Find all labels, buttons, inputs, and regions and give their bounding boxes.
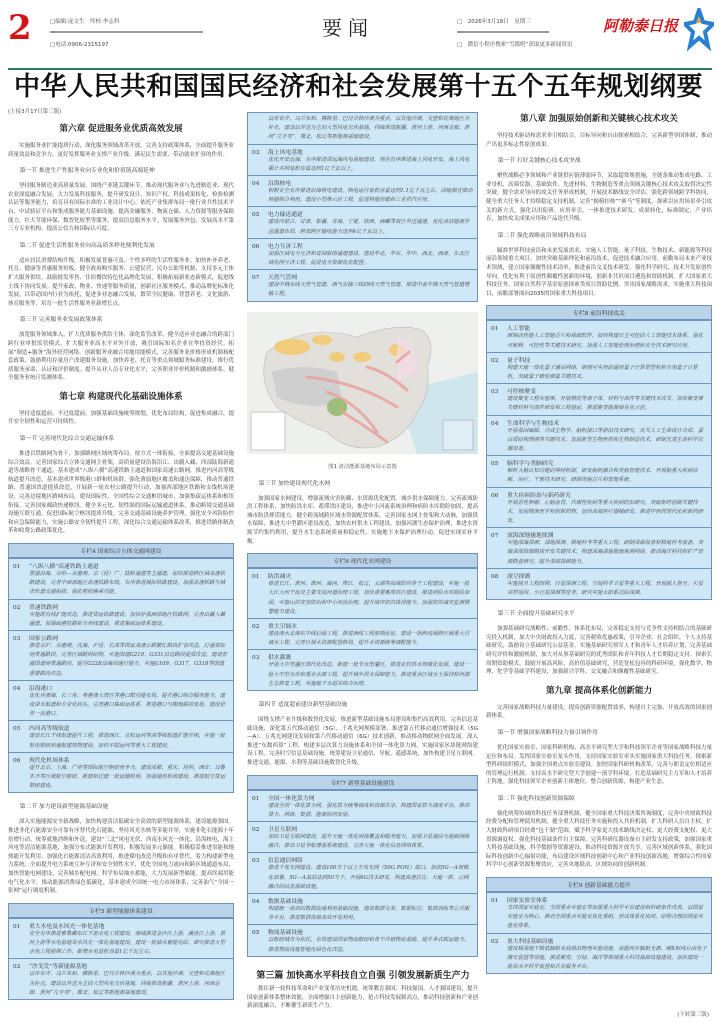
item-number: 01	[491, 898, 499, 905]
item-text: 建设长江干线航道提升工程，推进西江、京杭运河等高等级航道扩能升级，实施一批航电枢纽和通航建筑物建设，加快平陆运河等重大工程建设。	[29, 733, 225, 749]
item-number: 05	[491, 461, 499, 468]
item-text: 开展恶性肿瘤、心脑血管、代谢性疾病等重大疾病防治研究，突破新药创制关键技术，发展精准医学和创新药物，加快高端医疗器械研发，推进中医药现代化和新药研发。	[507, 499, 703, 524]
item-title: 电力输送通道	[268, 212, 303, 219]
paragraph: 完善国家战略科技力量建设，提高创新资源配置效率，构建自主完备、开放高效的国家创新体系。	[486, 704, 712, 720]
item-text: 开展基因编辑、合成生物学、脑机接口等前沿技术研究，攻关人工生命设计合成、蛋白质结构预测等关键技术，发展新型生物医药和生物制造技术，研制先进生命科学仪器设备。	[507, 427, 703, 452]
item-number: 01	[13, 564, 21, 570]
paragraph: 加强基础研究战略性、前瞻性、体系化布局，完善稳定支持与竞争性支持相结合的基础研究投入机制，加大中央财政投入力度，完善税收优惠政策，引导企业、社会组织、个人支持基础研究，鼓励设立基础研究公益基金。实施基础研究领军人才和青年人才培养计划，完善基础研究评价和激励机制，加大对从事基础研究的优秀团队和青年科技人才长期稳定支持。探索长周期资助模式，鼓励开展高风险、高价值基础研究，营造宽松包容的科研环境，强化数学、物理、化学等基础学科建设，加强新兴学科、交叉融合和颠覆性基础研究。	[486, 626, 712, 676]
info-box-item	[487, 892, 711, 933]
item-text: 以库布齐、乌兰布和、腾格里、巴丹吉林沙漠为重点，以其他沙漠、戈壁和荒漠地区为补充，建设以外送为主的大型风电光伏基地，持续推进新疆、黄河上游、河西走廊、黄河“几字弯”、冀北、松辽等新能源基地建设。	[29, 971, 225, 996]
item-number: 01	[252, 795, 260, 802]
item-title: 天然气管网	[268, 275, 297, 282]
part-heading: 第三篇 加快高水平科技自立自强 引领发展新质生产力	[256, 971, 470, 981]
info-box-item-heading	[252, 178, 473, 187]
item-text: 优化环渤海、长三角、粤港澳大湾区等港口群功能布局，提升港口综合服务能力，建设深水航道和专业化码头，完善港口集疏运体系，推进港口与腹地联动发展，建设世界一流港口。	[29, 692, 225, 718]
item-title: 沿海港口	[29, 685, 53, 692]
item-title: 卫星互联网	[268, 827, 297, 833]
paragraph: 坚持服务制造业高质量发展，围绕产业链关键环节，推动现代服务业与先进制造业、现代农业深度融合发展。大力发展科技服务，提升研发设计、知识产权、科技成果转化、检验检测认证等服务能力，培育具有国际水准的工业设计中心。依托产业集群布局一批行业共性技术平台，中试验证平台和集成服务能力基础设施。提高金融服务、物流仓储、人力资源等服务保障能力，壮大节能环保、数智化转型等服务，提高信息服务水平。发展服务外包，发展高水平第三方专业机构，提高公信力和国际认可度。	[8, 183, 234, 233]
info-box-item	[487, 568, 711, 599]
info-box-item-heading	[252, 793, 473, 802]
section-heading: 第三节 加快建设现代化水网	[258, 480, 330, 487]
item-text: 支持国家实验室、全国重点实验室等加强重大科学平台建设和科研条件改善，以国家实验室为核心，推动全国重点实验室优化重组，形成体系化协同、结构合理的国家实验室体系。	[507, 905, 703, 930]
info-box-item-heading	[491, 895, 707, 904]
info-box-title: 专栏6 现代化水网建设	[248, 554, 477, 568]
info-box-item	[487, 352, 711, 383]
info-box	[8, 903, 234, 1000]
item-title: 信息通信网络	[268, 858, 303, 865]
info-box-item-heading	[252, 824, 473, 833]
info-box-item	[487, 933, 711, 974]
paragraph: 适应居民消费结构升级，积极发展普惠可及、个性多样的生活性服务业。加快补齐养老、托育、健康等普惠服务短板，健全政府购买服务、公建民营、民办公助等机制，支持多元主体扩大服务供给。鼓励批发零售、住宿餐饮特色化品牌化发展，积极拓展新业态新模式，促进线上线下协同发展。提升家政、物业、快递等服务质量，创新社区服务模式，推动品牌化标准化发展。以带动国内行业为依托，促进多业态融合发展，繁荣全民健康、智慧养老、文化旅游、体育服务等，培育一批生活性服务业新增长点。	[8, 257, 234, 307]
section-heading: 第一节 推进生产性服务业向专业化和价值链高端延伸	[19, 168, 155, 175]
item-text: 研制高性能人工智能芯片和基础软件，加快构建自主可控的人工智能技术体系，强化可解释、可控性等关键技术研究，加强人工智能伦理治理和安全技术研究应用。	[507, 333, 703, 349]
wechat-note: □ 微信小程序搜索“雪都嗒”获取更多新闻资讯	[457, 42, 573, 48]
item-text: 加快卫星互联网建设，提升天地一体化网络覆盖和服务能力，加强卫星通信与地面网络融合，推动卫星导航增强系统建设，完善天地一体化信息网络体系。	[268, 834, 470, 850]
chapter-heading: 第六章 促进服务业优质高效发展	[59, 124, 183, 134]
item-number: 02	[13, 964, 21, 971]
masthead	[0, 0, 717, 70]
item-text: 贯通沿海、京哈—京港澳、京（昆）广、陆桥通道等主通道，加快推进跨区域高速铁路建设，完善中西部地区高速铁路布局，有序推进城际铁路建设，加强高速铁路与城市轨道交通衔接，强化枢纽换乘功能。	[29, 571, 225, 596]
divider	[457, 31, 549, 33]
item-number: 04	[252, 181, 260, 188]
item-text: 提升北京、上海、广州等国际航空枢纽竞争力，建设成都、重庆、昆明、西安、乌鲁木齐等区域航空枢纽，新建和迁建一批运输机场，加强通用机场建设，推进航空货运枢纽建设。	[29, 764, 225, 790]
item-title: “沙戈荒”等新能源基地	[29, 964, 88, 971]
item-number: 01	[491, 326, 499, 333]
info-box-item	[487, 487, 711, 528]
chapter-heading: 第九章 提高体系化创新能力	[545, 685, 653, 696]
info-box-item-heading	[252, 855, 473, 864]
info-box-item	[487, 415, 711, 456]
info-box-item-heading	[491, 418, 707, 427]
item-text: 解析大脑认知功能的神经机制，研发脑机融合和类脑智能技术，开展脑重大疾病诊断、治疗、干预技术研究，研制类脑芯片和智能系统。	[507, 468, 698, 484]
item-title: 生命科学与生物技术	[507, 420, 560, 427]
chapter-heading: 第七章 构建现代化基础设施体系	[59, 391, 183, 402]
info-box-item	[248, 269, 477, 300]
item-number: 02	[13, 604, 21, 611]
info-box	[247, 775, 478, 957]
info-box-item-heading	[252, 241, 473, 250]
info-box-item-heading	[13, 633, 229, 642]
item-title: 可控核聚变	[507, 389, 536, 396]
issue-date: □ 2026年3月18日 星期三	[457, 19, 531, 25]
item-title: 普速铁路网	[29, 604, 58, 611]
info-box-item	[248, 568, 477, 618]
newspaper-logo: 阿勒泰日报	[603, 17, 679, 35]
paragraph: 实施服务业扩能提质行动，深化服务领域改革开放，完善支持政策体系，全面提升服务业质量效益和竞争力，更好发挥服务业支撑产业升级、满足民生需要、带动就业扩容的作用。	[8, 143, 234, 158]
info-box	[486, 877, 712, 974]
info-box-item-heading	[491, 490, 707, 499]
section-heading: 第四节 适度超前建设新型基础设施	[258, 702, 348, 709]
section-name: 要闻	[322, 16, 374, 40]
item-title: 电力互济工程	[268, 243, 303, 250]
info-box-item	[9, 558, 233, 599]
info-box-item	[248, 238, 477, 269]
item-text: 建设极深地下极低辐射本底前沿物理实验设施、高能同步辐射光源、硬X射线自由电子激光装置等设施，推进聚变、空间、海洋等领域重大科技基础设施建设，加快建设一批高水平科学装置和共享服务平台。	[507, 945, 707, 971]
info-box-item	[9, 680, 233, 721]
info-box	[247, 553, 478, 691]
section-heading: 第一节 打好关键核心技术攻坚战	[497, 158, 581, 165]
paragraph: 围绕支撑产业升级和数智化发展，推进新型基础设施布局建设和集约高效利用。完善信息基础设施，深化第五代移动通信（5G）、千兆光网规模部署，推进第五代移动通信增强技术（5G—A）、万兆光网建设发展和第六代移动通信（6G）技术创新，推动移动物联网全面发展。深入推进“东数西算”工程，构建多层次算力设施体系和全国一体化算力网。实施国家区块链网络建设工程。完善时空信息基础设施，统筹建设卫星通信、导航、遥感系统，加快构建卫星互联网。推进交通、能源、水利等基础设施数智化升级。	[247, 717, 478, 766]
item-title: 深空探测	[507, 573, 531, 580]
item-text: 加强区域电力互济和省间联络通道建设，建设华北、华东、华中、西北、西南、东北区域电网互济工程，促进电力资源优化配置。	[268, 250, 470, 267]
editor-credit: □编辑:庞文生 终校:李志科	[50, 19, 120, 25]
section-heading: 第二节 强化科技创新资源保障	[497, 795, 575, 802]
paragraph: 聚焦战略必争领域和产业链供应链薄弱环节，采取超常规措施，全链条推动集成电路、工业母机、高端仪器、基础软件、先进材料、生物制造等重点领域关键核心技术攻关取得决定性突破。健全需求导向的攻关任务形成机制，开展技术路线安全评估。强化跨领域跨学科协同，健全重大任务人才持续稳定支持机制，完善“揭榜挂帅”“赛马”等制度，探索以应用场景牵引攻关的新方式，强化以用促研、应用牵引，一体推进技术研发、成果转化、标准制定、产业培育，加快攻关成果应用和产品迭代升级。	[486, 173, 712, 223]
info-box-item	[487, 383, 711, 414]
page-number: 2	[8, 8, 32, 48]
info-box-item-heading	[491, 936, 707, 945]
figure-caption: 图1 清洁能源基地布局示意图	[328, 463, 397, 470]
item-title: 重大水电及水风光一体化基地	[29, 923, 105, 930]
paragraph: 坚持适度超前、不过度超前，加强基础设施统筹规划，优化布局结构，促进集成融合，提升安全韧性和运营可持续性。	[8, 410, 234, 426]
paragraph: 加强国家水网建设，增强流域灾害防御、水资源优化配置、城乡供水保障能力。完善流域防洪工程体系，加快防洪水库、蓄滞洪区建设，推进中小河流系统治理和病险水库除险加固，提高城市防洪排涝能力，健全跨流域跨区域水资源配置体系，完善国家水网主骨架和大动脉，加强供水保障，推进大中型灌区建设改造，加快农村供水工程建设，加强河湖生态保护治理，推进水资源节约集约利用，提升水生态系统质量和稳定性，实施地下水保护治理行动，促进实现采补平衡。	[247, 495, 478, 545]
info-box-item	[9, 958, 233, 999]
info-box-item-heading	[13, 561, 229, 570]
info-box-item	[248, 893, 477, 924]
paragraph: 深入实施能源安全新战略，加快构建清洁低碳安全高效的新型能源体系，建设能源强国。推进非化石能源安全可靠有序替代化石能源，坚持风光水核等多能并举，实施非化石能源十年倍增行动。统筹就地消纳和外送，建设“三北”风电光伏、西南水风光一体化、沿海核电、海上风电等清洁能源基地，加强分布式能源开发利用，积极发展多元储能。积极稳妥推进氢能和地热能开发利用。加强化石能源清洁高效利用，推进煤电改造升级和有序替代。着力构建新型电力系统，全面提升电力系统互补互济和安全韧性水平，优化全国电力流向和跨区域通道布局，加快智能电网建设，完善城乡配电网，科学布局抽水蓄能，大力发展新型储能。提高终端用能电气化水平，推动能源消费绿色低碳化。基本建成全国统一电力市场体系，完善油气“全国一张网”运行调度机制。	[8, 819, 234, 895]
page-title: 中华人民共和国国民经济和社会发展第十五个五年规划纲要	[13, 72, 703, 102]
item-number: 04	[491, 420, 499, 427]
item-title: “八纵八横”高速铁路主通道	[29, 564, 99, 570]
item-title: 国家实验室体系	[507, 898, 548, 905]
info-box-item-heading	[252, 209, 473, 218]
info-box	[486, 305, 712, 600]
item-text: 安全有序推进雅鲁藏布江下游水电工程建设，继续推进金沙江上游、澜沧江上游、黄河上游等水电基地及水风光一体化基地建设，建设一批抽水蓄能电站，研究推进大型水电工程前期工作，新增水电装机容量1亿千瓦左右。	[29, 930, 225, 956]
item-title: 防洪减灾	[268, 574, 292, 581]
info-box-item-heading	[252, 896, 473, 905]
item-number: 02	[491, 357, 499, 364]
info-box-item-heading	[252, 571, 473, 580]
item-title: 人工智能	[507, 326, 531, 333]
item-title: 重大科技基础设施	[507, 938, 554, 945]
section-heading: 第一节 增强国家战略科技力量引领作用	[497, 729, 598, 736]
item-title: 供水灌溉	[268, 655, 292, 662]
item-text: 建设内蒙古、甘肃、新疆、青海、宁夏、陕西、西藏等省区外送通道，优化清洁能源外送通道布局，跨省跨区输电能力达到4亿千瓦以上。	[268, 219, 470, 235]
info-box-item-heading	[491, 530, 707, 539]
item-number: 06	[252, 243, 260, 250]
continued-from-note: (上接3月17日第三版)	[8, 109, 62, 115]
info-box-item-heading	[13, 921, 229, 930]
info-box-item	[248, 206, 477, 237]
item-title: 重大疾病防治与新药研究	[507, 492, 571, 499]
item-title: 内河高等级航道	[29, 726, 70, 733]
info-box-title: 专栏4 国家综合立体交通网建设	[9, 544, 233, 558]
item-number: 02	[491, 938, 499, 945]
info-box-item	[248, 790, 477, 821]
info-box-item-heading	[491, 323, 707, 332]
item-text: 建设聚变工程实验堆，开展燃烧等离子体、材料与部件等关键技术攻关，加快聚变堆关键材料与部件研发和工程验证，推进聚变能源商业化示范。	[507, 396, 703, 412]
info-box-item-heading	[252, 621, 473, 630]
info-box-item-heading	[491, 458, 707, 467]
item-title: 深海深地极地探测	[507, 533, 554, 540]
item-number: 05	[252, 930, 260, 937]
info-box-title: 专栏5 新型能源体系建设	[9, 904, 233, 918]
info-box-item-heading	[491, 386, 707, 395]
info-box-item-heading	[13, 961, 229, 970]
info-box-item	[248, 821, 477, 852]
info-box-item	[487, 320, 711, 351]
item-text: 实施深海探测、深地探测、极地科考等重大工程，研制深海装备和极地科考装备，突破深部资源勘探开发关键技术，构建深海深地极地观测网络，推动海洋科技和矿产资源勘查研究，提升深部探测能力。	[507, 540, 703, 565]
item-number: 06	[491, 492, 499, 499]
info-box-title: 专栏8 前沿科技攻关	[487, 306, 711, 320]
info-box	[8, 543, 234, 793]
section-heading: 第二节 强化战略前沿领域科技布局	[497, 232, 587, 239]
paragraph: 优化国家实验室、国家科研机构、高水平研究型大学和科技领军企业等国家战略科技力量定位和布局。发挥国家实验室龙头作用，支持国家实验室牵头实施国家重大科技任务，探索新型科研组织模式，加强全国重点实验室建设。加快国家科研机构改革，完善与职责定位相适应的管理运行机制。支持高水平研究型大学创建一流学科环境，打造基础研究主力军和人才培养主阵地。强化科技领军企业创新主体地位，整合创新资源，构建产业生态。	[486, 744, 712, 786]
info-box-item	[248, 852, 477, 893]
info-box-item	[9, 630, 233, 680]
info-box-item	[9, 752, 233, 793]
item-number: 02	[252, 624, 260, 631]
item-title: 重大引调水	[268, 624, 297, 631]
item-title: 海上风电基地	[268, 149, 303, 156]
section-heading: 第三节 完善服务业发展政策体系	[19, 317, 103, 324]
item-number: 01	[13, 923, 21, 930]
item-number: 04	[13, 685, 21, 692]
part-intro: 抓住新一轮科技革命和产业变革历史机遇，统筹教育强国、科技强国、人才强国建设，提升国家创新体系整体效能，全面增强自主创新能力，抢占科技发展制高点，推动科技创新和产业创新深度融合，不断催生新质生产力。	[247, 986, 479, 1010]
map-figure	[247, 312, 478, 458]
item-number: 02	[252, 827, 260, 833]
item-number: 03	[252, 655, 260, 662]
header-rule	[8, 68, 712, 70]
info-box-item-heading	[491, 571, 707, 580]
info-box-item-heading	[491, 355, 707, 364]
item-text: 推进京沪、京港澳、沈海、沪昆、长深等国家高速公路繁忙路段扩容改造，打通省际待贯通路段，完善区域路网结构，实施国道G219、G331沿边路段提质改造，建设普通国道待贯通路段，提升G228沿海段通行能力，实施G109、G317、G318等国道重要路段改造。	[29, 643, 228, 677]
info-box-item	[248, 144, 477, 175]
info-box-item-heading	[252, 927, 473, 936]
energy-base-map	[247, 312, 478, 454]
info-box-item-heading	[252, 147, 473, 156]
info-box	[247, 112, 478, 302]
paragraph: 强化统筹协调的科技任务部署机制，健全国家重大科技决策咨询制度，完善中央财政科技经费分配和管理使用机制，健全重大科技任务实施和投入共担机制，扩大科研人员自主权。扩大财政科研项目经费“包干制”范围，赋予科学家更大技术路线决定权、更大经费支配权、更大资源调度权。强化科技基础条件自主保障，完善科研仪器设备自主研发支持政策，加强国家重大科技基础设施、科学数据等资源建设，推动科技资源开放共享。完善区域创新体系，强化国际科技创新中心辐射功能，布局建设区域科技创新中心和产业科技创新高地，增强综合性国家科学中心创新资源集聚效应，完善央地联动、区域协同的创新机制。	[486, 810, 712, 869]
info-box-item	[248, 618, 477, 649]
chapter-heading: 第八章 加强原始创新和关键核心技术攻关	[520, 114, 678, 124]
item-number: 07	[491, 533, 499, 540]
info-box-item-heading	[252, 652, 473, 661]
item-number: 08	[491, 573, 499, 580]
item-title: 物流基础设施	[268, 930, 303, 937]
item-number: 06	[13, 757, 21, 764]
item-number: 03	[13, 636, 21, 643]
info-box-item-heading	[13, 755, 229, 764]
paragraph: 放宽服务领域准入，扩大优质服务供给主体，深化监管改革，健全适应业态融合的跨部门跨行业审批监管模式。扩大服务业高水平对外开放，吸引国际知名企业在华投资经营。拓展“制造+服务”海外经营网络。创新服务业融合用地用能模式，完善服务业价格形成机制和配套政策，鼓励利用存量房产改建服务设施。加快养老、托育等重点领域服务标准建设，推行优质服务承诺、认证和评价制度。提升从业人员专业化水平，完善职业评价机制和激励体系。健全服务业统计监测体系。	[8, 332, 234, 382]
phone-number: □电话:0906-2315197	[50, 42, 109, 48]
paragraph: 坚持技术驱动和需求牵引相结合，目标导向和自由探索相结合，完善新型举国体制，推动产出更多标志性原创成果。	[486, 133, 712, 148]
section-heading: 第二节 加力建设新型能源基础设施	[19, 804, 109, 811]
info-box-item	[9, 918, 233, 959]
item-number: 01	[252, 574, 260, 581]
info-box-item	[9, 720, 233, 751]
item-number: 05	[252, 212, 260, 219]
item-text: 优化开发近海、有序推进深远海风电基地建设，规范有序推进海上风电开发，海上风电累计并网装机容量达到1亿千瓦以上。	[268, 156, 470, 172]
item-number: 03	[252, 149, 260, 156]
info-box-item-heading	[252, 272, 473, 281]
item-title: 数据基础设施	[268, 899, 303, 906]
star-logo-icon	[684, 8, 714, 52]
item-text: 构建统一高效的数据流通利用基础设施，建设数据交易、数据标注、数据训练等公共服务平台，推进数据资源高效开发利用。	[268, 906, 470, 922]
item-title: 沿海核电	[268, 181, 292, 188]
column-right	[486, 105, 712, 1005]
item-text: 构建天地一体化量子通信网络，研制可实用的通用量子计算原型机和专用量子计算机，突破量子精密测量关键技术。	[507, 364, 698, 380]
item-number: 05	[13, 726, 21, 733]
info-box-item	[9, 599, 233, 630]
section-heading: 第二节 促进生活性服务业向高品质多样化便利化发展	[19, 242, 155, 249]
item-text: 建设全国一体化算力网，强化算力统筹调度和资源共享，构建国家算力调度平台，推动算力、网络、数据、能源协同发展。	[268, 802, 470, 818]
item-text: 建设中俄东线天然气管道、西气东输三线四线天然气管道，推进中亚中俄天然气管道增输工程。	[268, 282, 470, 298]
item-title: 现代化机场体系	[29, 757, 70, 764]
item-number: 03	[252, 858, 260, 865]
item-text: 以库布齐、乌兰布和、腾格里、巴丹吉林沙漠为重点，以其他沙漠、戈壁和荒漠地区为补充，建设以外送为主的大型风电光伏基地，持续推进新疆、黄河上游、河西走廊、黄河“几字弯”、冀北、松辽等新能源基地建设。	[268, 116, 470, 141]
info-box-item	[487, 455, 711, 486]
item-text: 推进千兆光网建设，建设100万个以上万兆光网（50G PON）端口，加快5G—A规模化部署，5G—A基站达到50万个，开展6G技术研发，构建高速泛在、天地一体、云网融合的信息基础设施。	[268, 865, 469, 890]
section-heading: 第三节 全面提升基础研究水平	[497, 611, 575, 618]
info-box-item-heading	[13, 602, 229, 611]
item-title: 全国一体化算力网	[268, 795, 315, 802]
item-title: 脑科学与类脑研究	[507, 461, 554, 468]
paragraph: 推进以铁路网为骨干、加强路网区域统筹布局，按方式一体衔接，全面提高交通基础设施综合效益。完善国家综合立体交通网主骨架，高质量建设沿海沿江、出疆入藏、西部陆海新通道等战略骨干通道，基本建成“八纵八横”高速铁路主通道和国家高速公路网，推进内河高等级航道提升改造，基本建成世界级港口群和机场群。强化薄弱地区覆盖和通达保障，推动普通铁路、普通国省道提质改造，开展新一轮农村公路提升行动，加强西部地区铁路和支线机场建设，完善边境地区路网布局。建设国际性、全国性综合交通枢纽城市，加强集疏运体系和枢纽衔接，完善国家邮政快递枢纽。健全多元化、韧性强的国际运输通道体系，推动跨境交通基础设施互联互通，促进国际航空枢纽提质升级。完善交通基础设施养护管理，强化安全风险防控和应急保障能力，实施公路安全韧性提升工程，深化综合交通运输体系改革，推进铁路体制改革和收费公路政策优化。	[8, 451, 234, 535]
info-box-item-heading	[13, 683, 229, 692]
item-text: 实施探月工程四期、行星探测工程、空间科学卫星等重大工程，开展载人登月、火星采样返回、小行星探测等任务，研究实施太阳系边际探测。	[507, 580, 703, 596]
info-box-item	[487, 527, 711, 568]
item-number: 07	[252, 275, 260, 282]
divider	[50, 31, 203, 33]
continued-note: (下转第三版)	[677, 1012, 709, 1018]
item-text: 推进长江、黄河、淮河、海河、珠江、松辽、太湖等流域防洪骨干工程建设，实施一批大江大河干流及主要支流河道治理工程，加快重要蓄滞洪区建设，推进病险水库除险加固，实施山洪灾害防治和中小河流治理，提升城市防洪排涝能力，加强防洪减灾监测预警能力建设。	[268, 581, 470, 615]
item-text: 开展大中型灌区现代化改造，新建一批节水型灌区，推进农村供水规模化发展，建设一批大中型水库和重点水源工程，提升城乡供水保障能力，推进重点区域水土保持和河湖生态修复工程，实施地下水超采综合治理。	[268, 662, 470, 687]
item-number: 04	[252, 899, 260, 906]
info-box-title: 专栏7 新型基础设施建设	[248, 776, 477, 790]
info-box-item	[248, 924, 477, 955]
item-text: 以枢纽城市为依托，布局建设国家物流枢纽和骨干冷链物流基地，提升多式联运能力，推进物流设施智能化绿色化改造。	[268, 937, 470, 953]
item-text: 建设南水北调东中线后续工程，推进西线工程前期论证，建设一批跨流域跨区域重大引调水工程，完善区域水资源配置格局，提升水资源统筹调配能力。	[268, 631, 470, 647]
paragraph: 瞄准世界科技前沿和未来发展需求，实施人工智能、量子科技、生物技术、新能源等科技前沿领域重大项目，加快突破基础理论和前沿技术，促进技术融合应用。前瞻布局未来产业技术领域，建立国家颠覆性技术清单，推进前沿交叉技术研发。强化科学研究、技术开发原创性导向，优化有利于原创性颠覆性创新的环境，创新非共识项目遴选和资助机制。扩大国家重大科技任务、国家自然科学基金原创探索类项目资助比例。突出国家战略需求，实施重大科技项目，前瞻部署面向2035的国家重大科技项目。	[486, 247, 712, 297]
item-title: 国家公路网	[29, 636, 58, 643]
info-box-item	[248, 649, 477, 690]
column-left	[8, 105, 234, 1018]
item-text: 实施既有线扩能改造，推进货运铁路建设，加快补强西部地区铁路网，完善出疆入藏通道，加强疏港铁路和专用线建设，推进集疏运体系建设。	[29, 611, 225, 627]
item-title: 量子科技	[507, 357, 531, 364]
item-text: 积极安全有序推进沿海核电建设，核电运行装机容量达到1.1亿千瓦左右，因地制宜推动核能综合利用，建设小型堆示范工程，促进核能供暖和工业供汽应用。	[268, 188, 473, 204]
column-middle	[247, 105, 478, 961]
info-box-item	[248, 175, 477, 206]
info-box-title: 专栏9 创新基础能力提升	[487, 878, 711, 892]
info-box-item-heading	[13, 723, 229, 732]
item-number: 03	[491, 389, 499, 396]
info-box-item	[248, 113, 477, 144]
section-heading: 第一节 完善现代化综合交通运输体系	[19, 436, 115, 443]
